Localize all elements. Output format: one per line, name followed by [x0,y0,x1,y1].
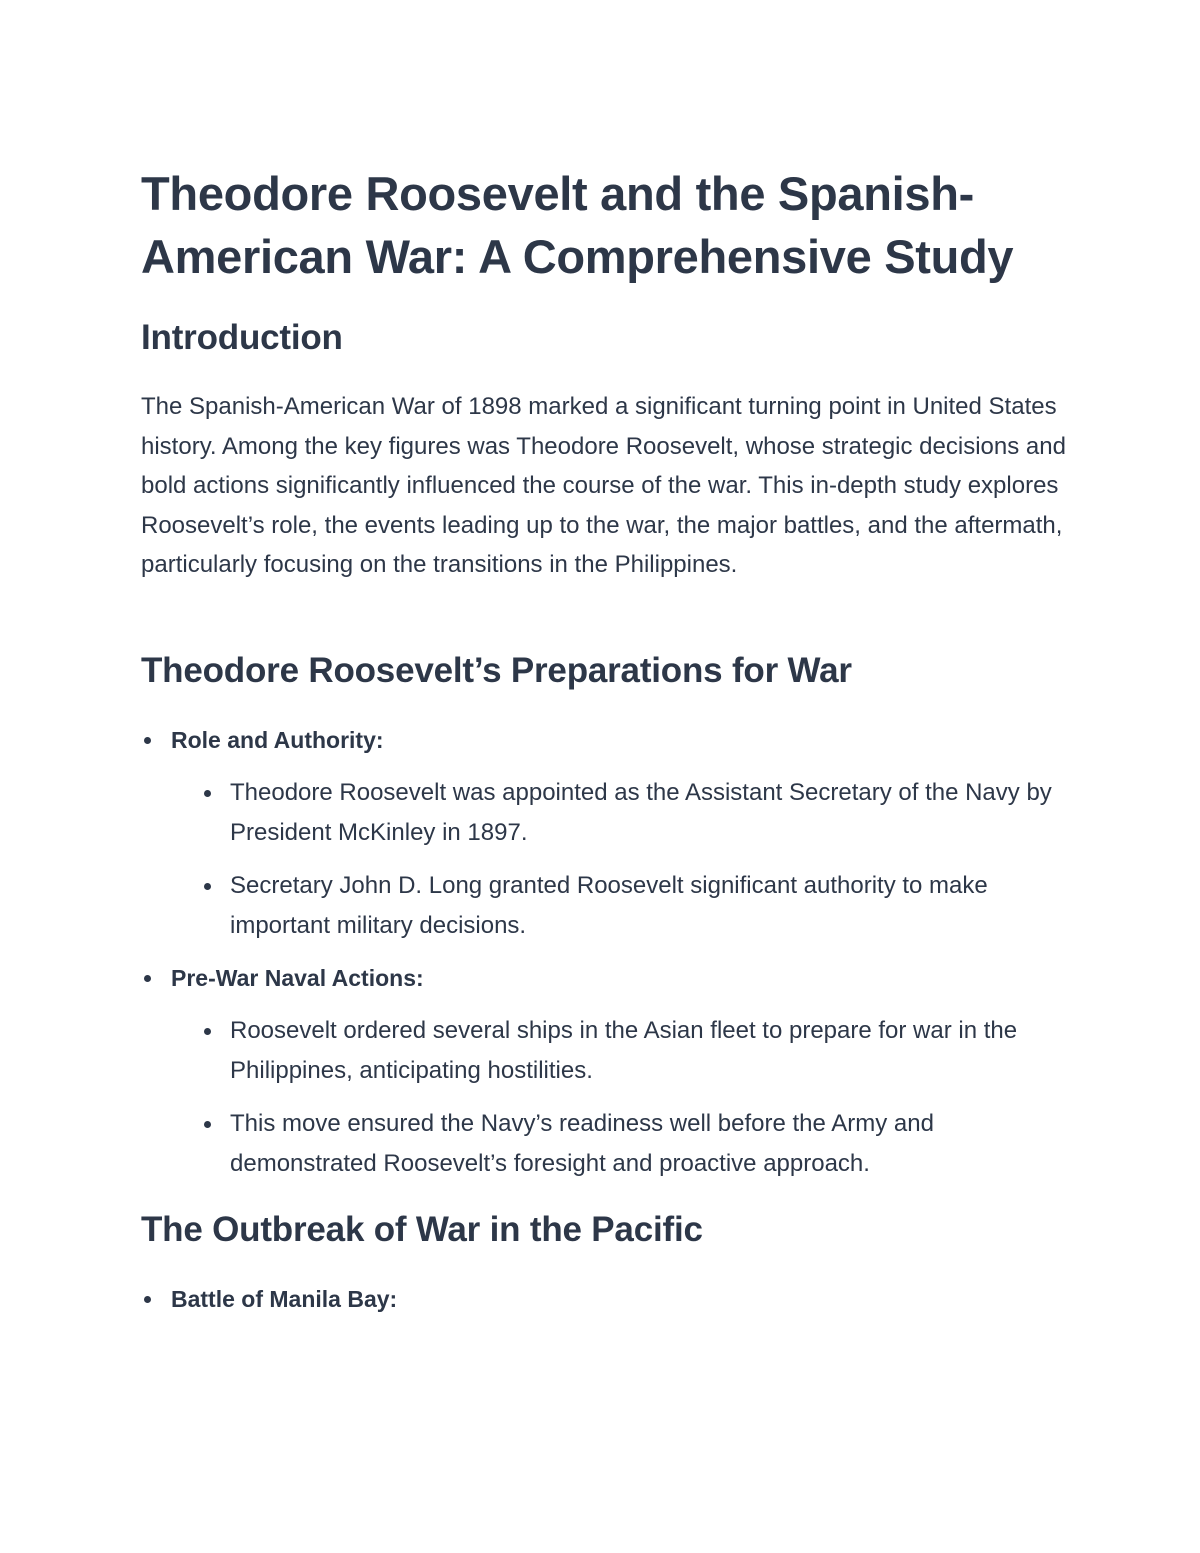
bullet-icon [204,1121,211,1128]
section-heading-outbreak: The Outbreak of War in the Pacific [141,1210,703,1249]
preparations-list [141,721,1066,1197]
bullet-icon [204,883,211,890]
list-item-label: Battle of Manila Bay: [171,1286,398,1312]
outbreak-list [141,1280,1066,1319]
list-item-role-authority [141,721,1066,946]
list-item-battle-of-manila-bay [141,1280,1066,1319]
sublist-item-text: This move ensured the Navy’s readiness well before the Army and demonstrated Roosevelt’s foresight and proactive approach. [230,1110,934,1177]
section-heading-preparations: Theodore Roosevelt’s Preparations for War [141,651,852,690]
sublist-item-text: Roosevelt ordered several ships in the Asian fleet to prepare for war in the Philippines, anticipating hostilities. [230,1017,1018,1084]
bullet-icon [144,1296,151,1303]
sublist-item [171,1104,1066,1184]
sublist-item [171,773,1066,853]
bullet-icon [144,975,151,982]
document-title: Theodore Roosevelt and the Spanish-American War: A Comprehensive Study [141,167,1014,283]
sublist-item [171,1011,1066,1091]
list-item-pre-war-naval-actions [141,959,1066,1184]
bullet-icon [204,1028,211,1035]
sublist-item-text: Secretary John D. Long granted Roosevelt significant authority to make important military decisions. [230,872,988,939]
bullet-icon [144,737,151,744]
sublist-item [171,866,1066,946]
list-item-label: Role and Authority: [171,727,384,753]
section-heading-introduction: Introduction [141,318,343,357]
sublist [171,1011,1066,1184]
intro-paragraph: The Spanish-American War of 1898 marked a significant turning point in United States history. Among the key figures was Theodore Roosevelt, whose strategic decisions and bold actions significantly influenced the course of the war. This in-depth study explores Roosevelt’s role, the events leading up to the war, the major battles, and the aftermath, particularly focusing on the transitions in the Philippines. [141,393,1066,578]
sublist [171,773,1066,946]
bullet-icon [204,790,211,797]
list-item-label: Pre-War Naval Actions: [171,965,424,991]
sublist-item-text: Theodore Roosevelt was appointed as the Assistant Secretary of the Navy by President McKinley in 1897. [230,779,1052,846]
